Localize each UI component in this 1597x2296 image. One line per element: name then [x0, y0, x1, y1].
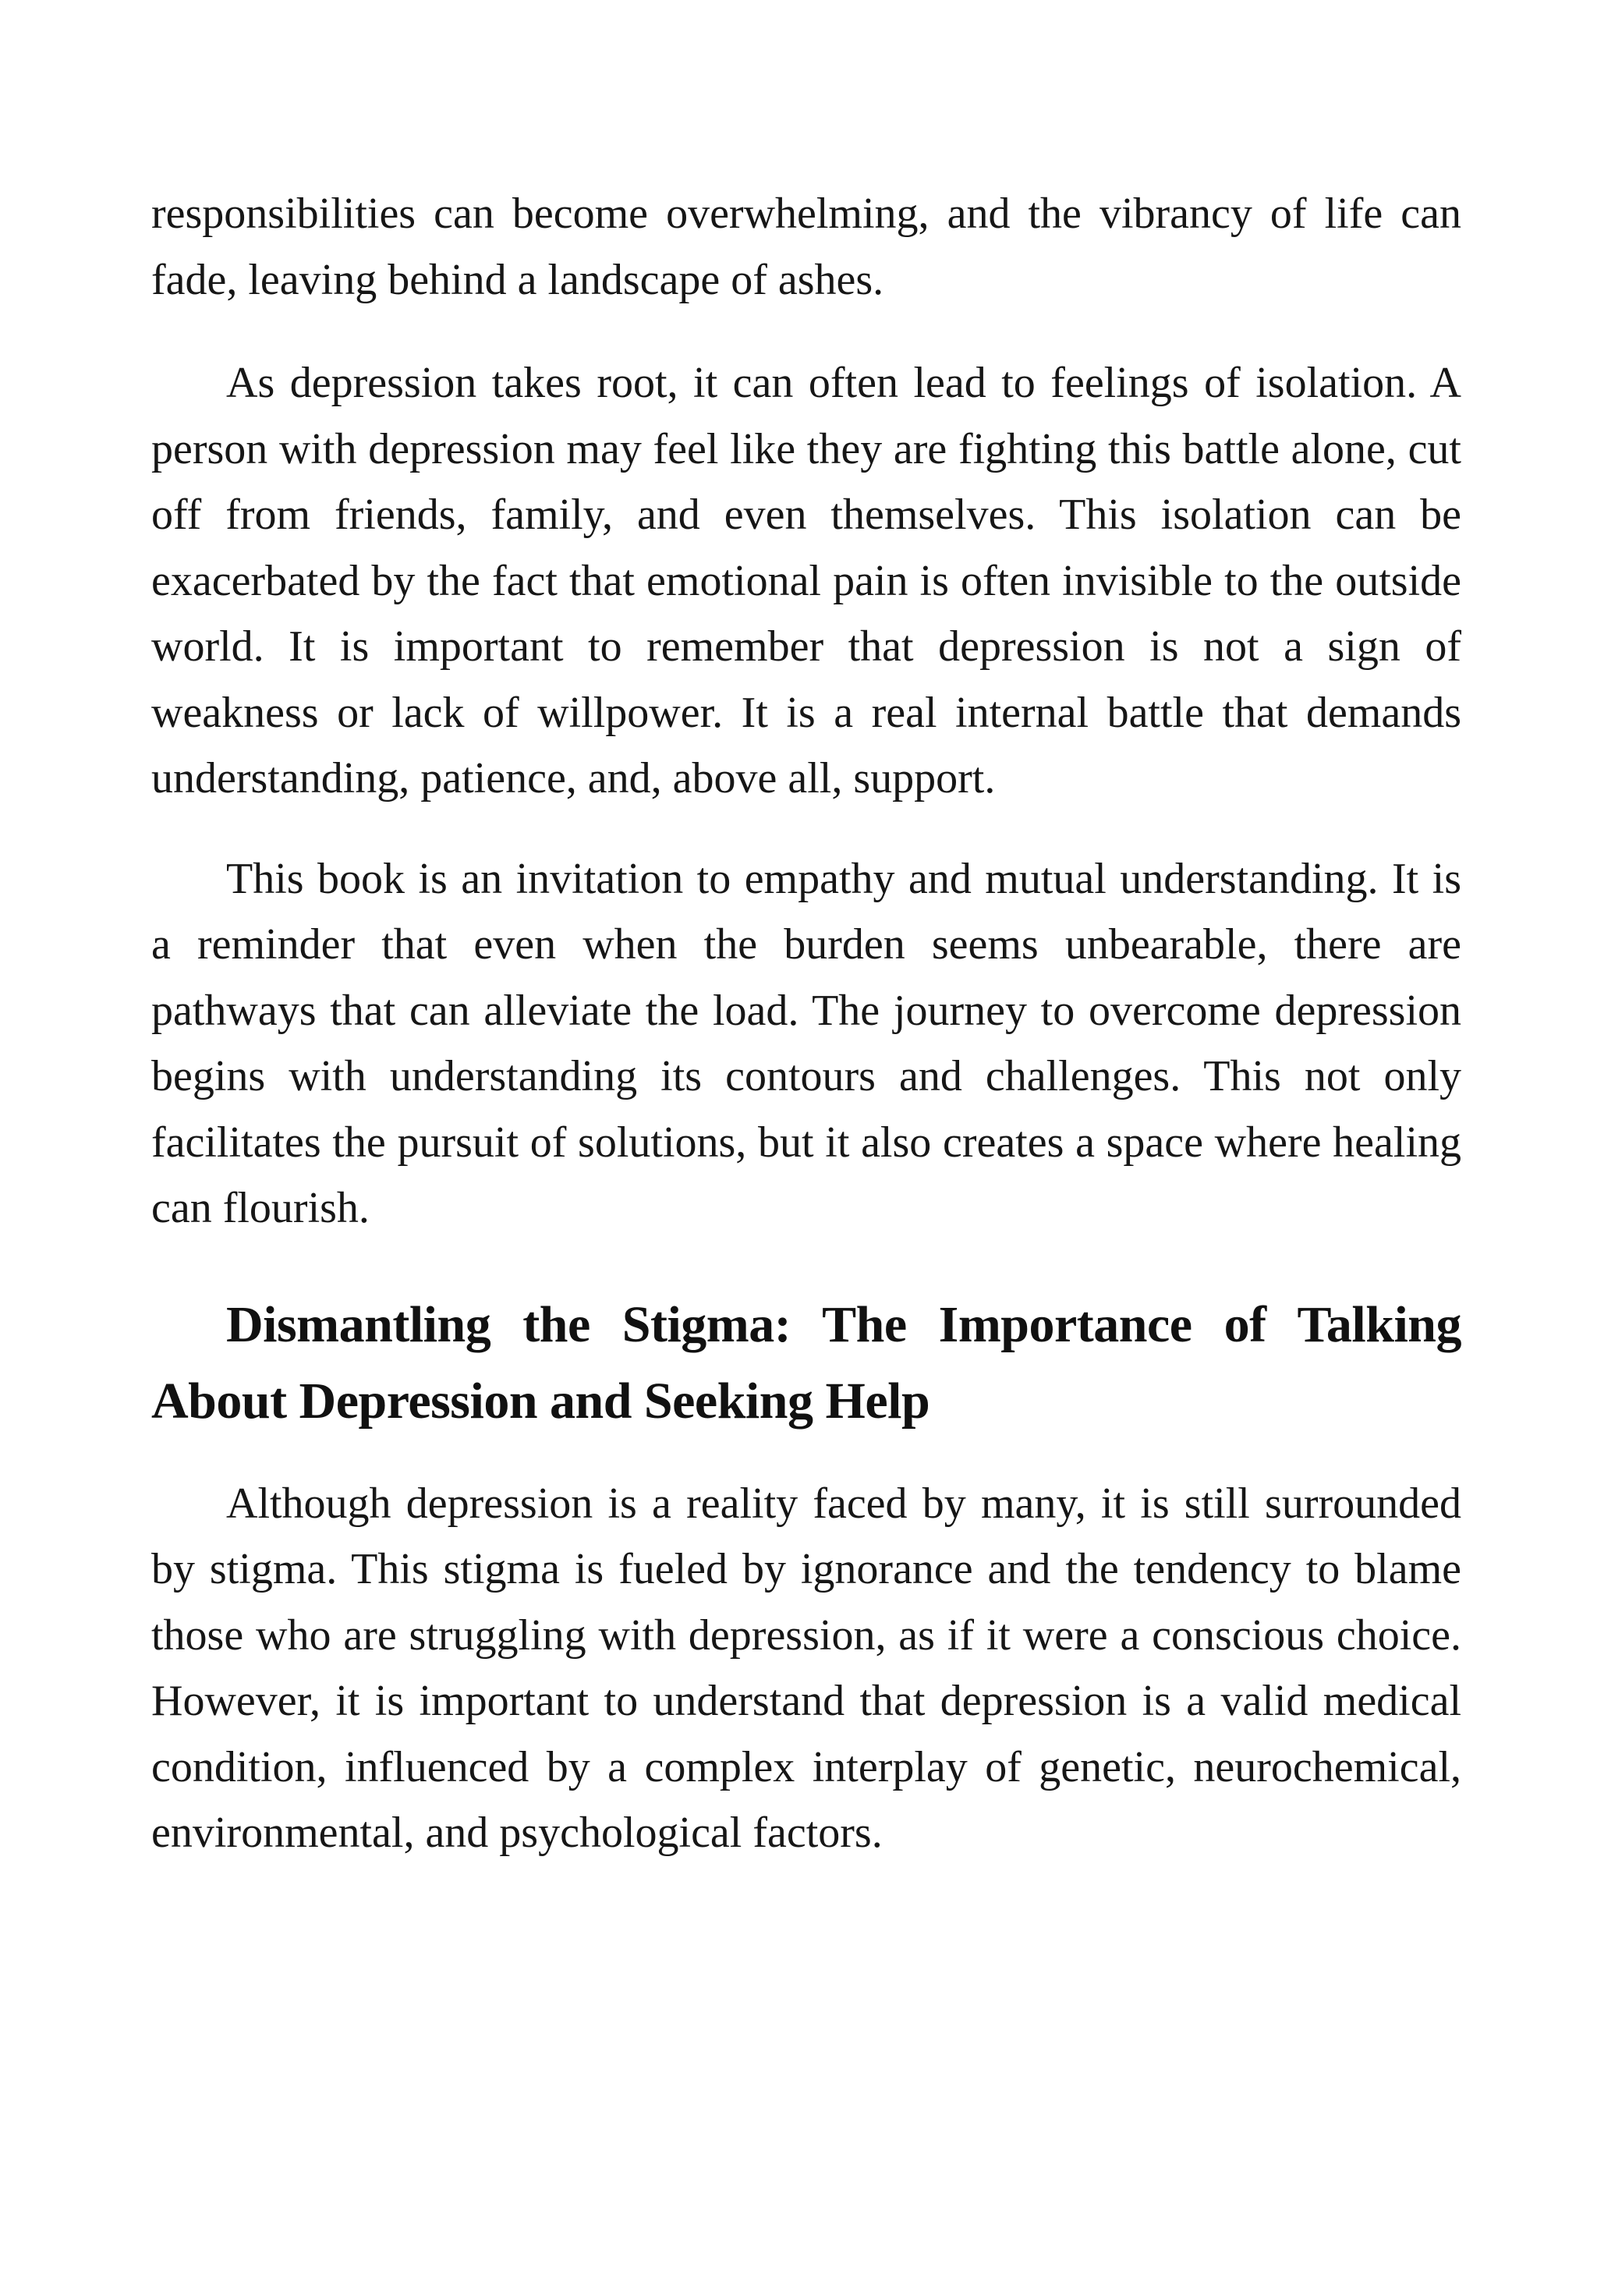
section-heading: Dismantling the Stigma: The Importance of Talking About Depression and Seeking Help [151, 1295, 1461, 1430]
paragraph-continuation: responsibilities can become overwhelming, and the vibrancy of life can fade, leaving behind a landscape of ashes. [151, 190, 1461, 304]
page-body [151, 181, 1461, 1866]
paragraph-isolation: As depression takes root, it can often lead to feelings of isolation. A person with depression may feel like they are fighting this battle alone, cut off from friends, family, and even themselves. This isolation can be exacerbated by the fact that emotional pain is often invisible to the outside world. It is important to remember that depression is not a sign of weakness or lack of willpower. It is a real internal battle that demands understanding, patience, and, above all, support. [151, 359, 1461, 803]
paragraph-book-invitation: This book is an invitation to empathy and mutual understanding. It is a reminder that even when the burden seems unbearable, there are pathways that can alleviate the load. The journey to overcome depression begins with understanding its contours and challenges. This not only facilitates the pursuit of solutions, but it also creates a space where healing can flourish. [151, 854, 1461, 1232]
paragraph-stigma: Although depression is a reality faced by many, it is still surrounded by stigma. This stigma is fueled by ignorance and the tendency to blame those who are struggling with depression, as if it were a conscious choice. However, it is important to understand that depression is a valid medical condition, influenced by a complex interplay of genetic, neurochemical, environmental, and psychological factors. [151, 1479, 1461, 1857]
